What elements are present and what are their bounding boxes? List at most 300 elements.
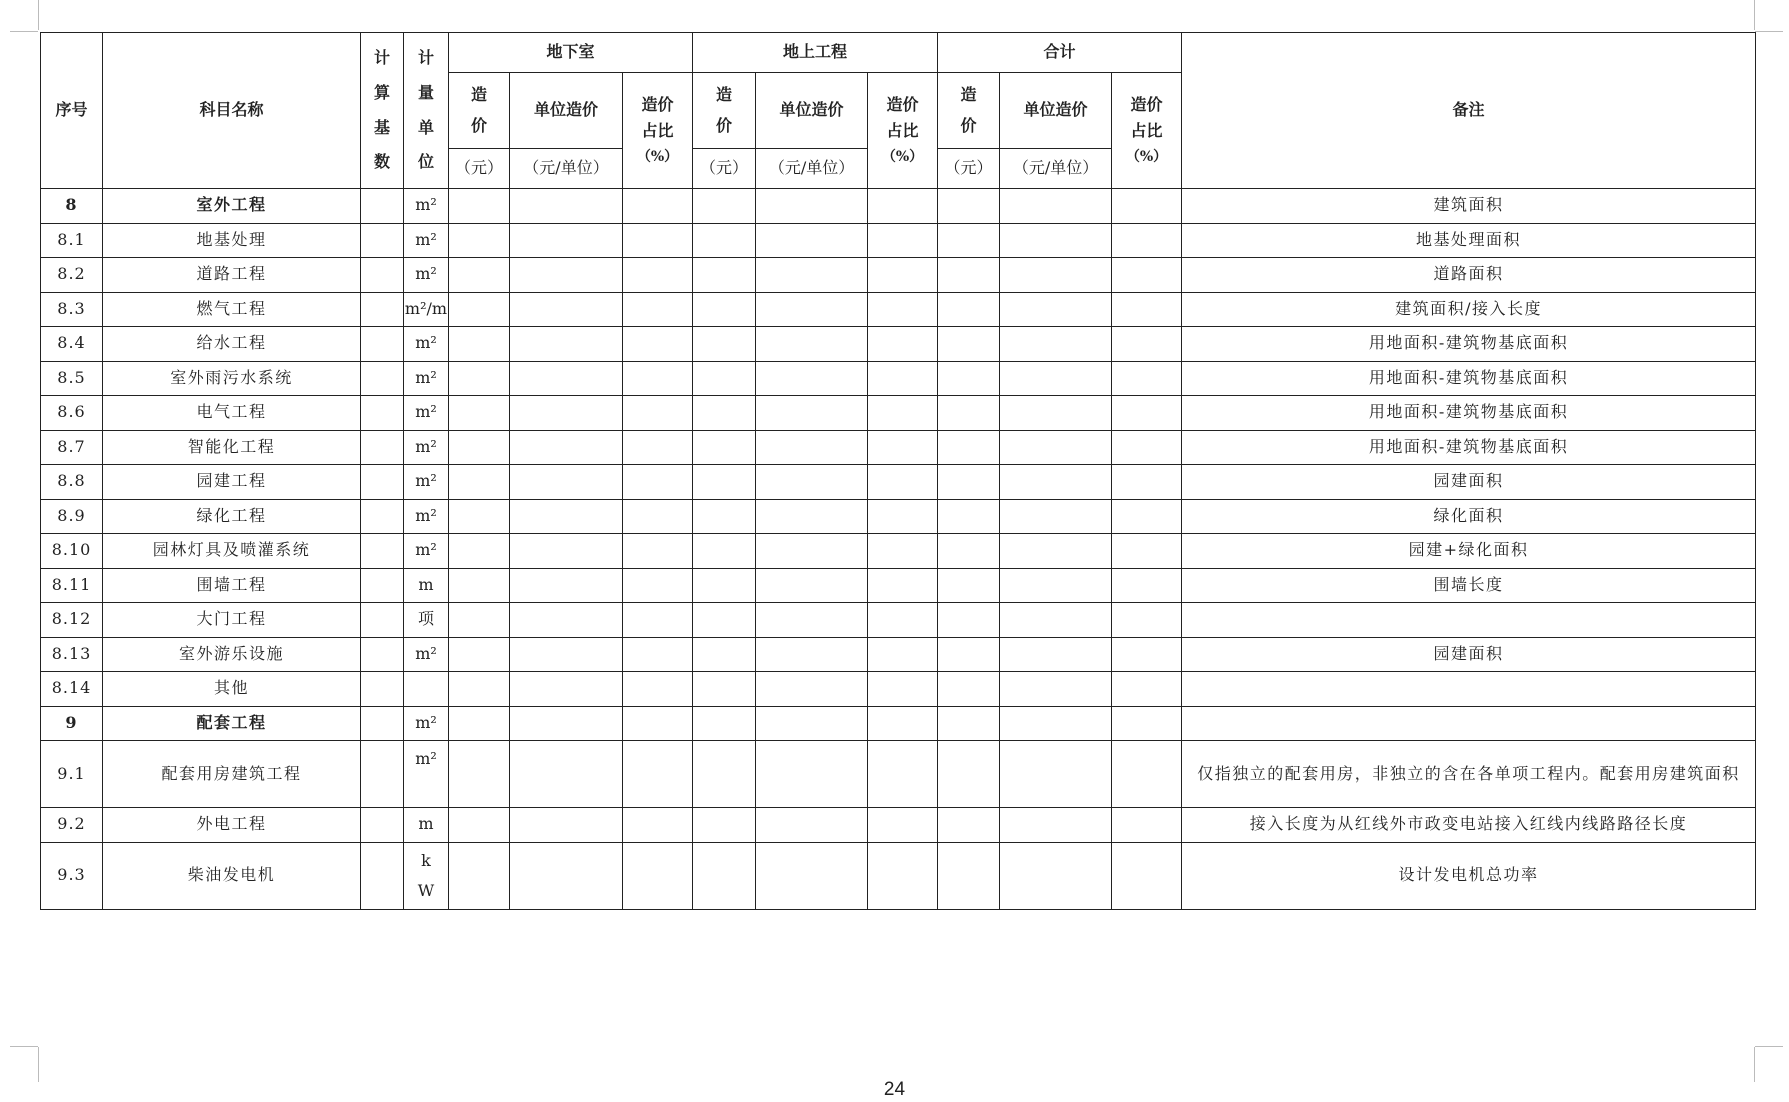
row-item-name: 其他 <box>103 672 361 707</box>
row-calc-base-cell <box>361 603 404 638</box>
row-value-cell <box>1112 499 1182 534</box>
row-calc-unit: m² <box>404 258 449 293</box>
row-item-name: 柴油发电机 <box>103 842 361 909</box>
row-seq: 8.7 <box>41 430 103 465</box>
row-item-name: 绿化工程 <box>103 499 361 534</box>
row-value-cell <box>868 534 938 569</box>
row-value-cell <box>623 568 693 603</box>
header-cost-char: 价 <box>960 115 977 135</box>
header-calc-unit <box>404 33 449 189</box>
row-value-cell <box>756 499 868 534</box>
row-value-cell <box>756 706 868 741</box>
header-item-name: 科目名称 <box>103 33 361 189</box>
table-row <box>41 534 1756 569</box>
row-calc-unit: m² <box>404 189 449 224</box>
row-seq: 9.2 <box>41 808 103 843</box>
row-value-cell <box>449 808 510 843</box>
row-value-cell <box>449 706 510 741</box>
row-value-cell <box>693 189 756 224</box>
table-row <box>41 568 1756 603</box>
row-value-cell <box>449 430 510 465</box>
row-calc-unit: m² <box>404 361 449 396</box>
row-value-cell <box>1000 534 1112 569</box>
row-value-cell <box>623 189 693 224</box>
header-cost <box>938 73 1000 149</box>
row-value-cell <box>868 189 938 224</box>
row-calc-base-cell <box>361 327 404 362</box>
row-value-cell <box>449 465 510 500</box>
row-value-cell <box>756 568 868 603</box>
header-unit-cost-unit: （元/单位） <box>1000 149 1112 189</box>
cost-table-container <box>40 32 1755 910</box>
row-value-cell <box>938 499 1000 534</box>
row-value-cell <box>693 568 756 603</box>
table-body <box>41 189 1756 910</box>
row-value-cell <box>1000 637 1112 672</box>
row-value-cell <box>449 361 510 396</box>
row-value-cell <box>756 842 868 909</box>
row-value-cell <box>693 672 756 707</box>
row-value-cell <box>1000 808 1112 843</box>
crop-mark-bottom-right-h <box>1755 1046 1783 1047</box>
row-value-cell <box>623 672 693 707</box>
header-calc-unit-char: 量 <box>417 82 434 102</box>
row-item-name: 围墙工程 <box>103 568 361 603</box>
row-item-name: 室外游乐设施 <box>103 637 361 672</box>
row-value-cell <box>938 603 1000 638</box>
crop-mark-bottom-left-v <box>38 1047 39 1082</box>
row-item-name: 给水工程 <box>103 327 361 362</box>
row-calc-base-cell <box>361 430 404 465</box>
row-calc-base-cell <box>361 534 404 569</box>
row-note: 园建面积 <box>1182 637 1756 672</box>
row-calc-unit: m² <box>404 327 449 362</box>
table-row <box>41 258 1756 293</box>
row-calc-base-cell <box>361 396 404 431</box>
row-calc-unit: m² <box>404 534 449 569</box>
table-row <box>41 361 1756 396</box>
row-value-cell <box>756 637 868 672</box>
row-calc-unit-text: k <box>421 850 431 870</box>
table-row <box>41 706 1756 741</box>
row-value-cell <box>756 258 868 293</box>
table-row <box>41 672 1756 707</box>
row-value-cell <box>756 292 868 327</box>
header-calc-unit-char: 计 <box>417 47 434 67</box>
row-value-cell <box>756 223 868 258</box>
row-value-cell <box>623 258 693 293</box>
row-item-name: 外电工程 <box>103 808 361 843</box>
row-calc-base-cell <box>361 741 404 808</box>
row-value-cell <box>623 808 693 843</box>
row-calc-base-cell <box>361 808 404 843</box>
page-number: 24 <box>883 1079 906 1100</box>
row-value-cell <box>868 396 938 431</box>
header-ratio <box>623 73 693 189</box>
row-value-cell <box>1112 568 1182 603</box>
row-value-cell <box>868 465 938 500</box>
row-value-cell <box>938 396 1000 431</box>
row-value-cell <box>1112 258 1182 293</box>
header-unit-cost: 单位造价 <box>756 73 868 149</box>
row-note: 用地面积-建筑物基底面积 <box>1182 361 1756 396</box>
row-seq: 8.1 <box>41 223 103 258</box>
row-value-cell <box>449 292 510 327</box>
row-calc-base-cell <box>361 706 404 741</box>
row-value-cell <box>868 258 938 293</box>
row-value-cell <box>868 637 938 672</box>
row-calc-base-cell <box>361 842 404 909</box>
row-note: 用地面积-建筑物基底面积 <box>1182 430 1756 465</box>
row-note: 园建+绿化面积 <box>1182 534 1756 569</box>
row-note: 围墙长度 <box>1182 568 1756 603</box>
row-value-cell <box>449 499 510 534</box>
row-value-cell <box>449 568 510 603</box>
row-value-cell <box>449 637 510 672</box>
row-value-cell <box>868 327 938 362</box>
row-calc-unit: m² <box>404 637 449 672</box>
row-value-cell <box>1000 430 1112 465</box>
row-value-cell <box>1000 223 1112 258</box>
row-value-cell <box>938 637 1000 672</box>
table-header <box>41 33 1756 189</box>
row-value-cell <box>938 292 1000 327</box>
row-value-cell <box>693 396 756 431</box>
crop-mark-bottom-left-h <box>10 1046 38 1047</box>
row-value-cell <box>938 808 1000 843</box>
row-value-cell <box>938 430 1000 465</box>
row-value-cell <box>623 223 693 258</box>
header-unit-cost: 单位造价 <box>510 73 623 149</box>
row-value-cell <box>1112 292 1182 327</box>
header-cost-char: 价 <box>470 115 487 135</box>
row-value-cell <box>1000 672 1112 707</box>
row-value-cell <box>449 672 510 707</box>
row-value-cell <box>938 465 1000 500</box>
table-row <box>41 430 1756 465</box>
row-value-cell <box>938 842 1000 909</box>
table-row <box>41 808 1756 843</box>
row-value-cell <box>1000 258 1112 293</box>
row-value-cell <box>510 396 623 431</box>
row-value-cell <box>510 430 623 465</box>
row-value-cell <box>1112 189 1182 224</box>
row-item-name: 电气工程 <box>103 396 361 431</box>
row-value-cell <box>693 361 756 396</box>
table-row <box>41 603 1756 638</box>
row-calc-base-cell <box>361 223 404 258</box>
row-value-cell <box>868 361 938 396</box>
row-seq: 8.6 <box>41 396 103 431</box>
row-value-cell <box>510 327 623 362</box>
header-calc-unit-char: 位 <box>417 152 434 172</box>
row-value-cell <box>868 568 938 603</box>
row-value-cell <box>868 808 938 843</box>
row-seq: 8.12 <box>41 603 103 638</box>
row-calc-base-cell <box>361 465 404 500</box>
row-value-cell <box>510 603 623 638</box>
row-value-cell <box>449 741 510 808</box>
header-calc-base-char: 算 <box>373 82 390 102</box>
row-value-cell <box>693 534 756 569</box>
row-seq: 8.3 <box>41 292 103 327</box>
crop-mark-top-right-v <box>1754 0 1755 30</box>
row-value-cell <box>693 327 756 362</box>
row-value-cell <box>449 534 510 569</box>
row-value-cell <box>938 258 1000 293</box>
header-ratio-text: 占比 <box>1130 121 1163 141</box>
row-value-cell <box>510 189 623 224</box>
row-value-cell <box>510 637 623 672</box>
row-value-cell <box>449 223 510 258</box>
header-calc-base <box>361 33 404 189</box>
row-value-cell <box>449 327 510 362</box>
row-value-cell <box>756 534 868 569</box>
row-item-name: 大门工程 <box>103 603 361 638</box>
row-note: 接入长度为从红线外市政变电站接入红线内线路路径长度 <box>1182 808 1756 843</box>
row-value-cell <box>1000 842 1112 909</box>
row-seq: 8.13 <box>41 637 103 672</box>
crop-mark-top-left-v <box>38 0 39 30</box>
row-calc-unit <box>404 672 449 707</box>
row-value-cell <box>449 842 510 909</box>
row-calc-unit: m² <box>404 223 449 258</box>
row-value-cell <box>449 258 510 293</box>
header-ratio-unit: （%） <box>636 149 679 166</box>
row-note <box>1182 603 1756 638</box>
row-value-cell <box>938 741 1000 808</box>
row-seq: 8.5 <box>41 361 103 396</box>
row-seq: 8.11 <box>41 568 103 603</box>
row-value-cell <box>693 430 756 465</box>
row-calc-base-cell <box>361 637 404 672</box>
row-value-cell <box>756 672 868 707</box>
table-row <box>41 465 1756 500</box>
row-value-cell <box>1112 706 1182 741</box>
row-value-cell <box>1000 741 1112 808</box>
row-value-cell <box>510 842 623 909</box>
row-value-cell <box>623 292 693 327</box>
row-note: 道路面积 <box>1182 258 1756 293</box>
row-value-cell <box>1112 842 1182 909</box>
row-calc-base-cell <box>361 568 404 603</box>
header-ratio-text: 造价 <box>886 94 919 114</box>
header-group-basement: 地下室 <box>449 33 693 73</box>
row-calc-unit: m² <box>404 396 449 431</box>
header-cost-unit: （元） <box>693 149 756 189</box>
row-value-cell <box>868 603 938 638</box>
row-value-cell <box>623 430 693 465</box>
row-calc-unit: m²/m <box>404 292 449 327</box>
row-value-cell <box>510 258 623 293</box>
row-value-cell <box>868 741 938 808</box>
row-value-cell <box>510 465 623 500</box>
row-value-cell <box>510 672 623 707</box>
row-value-cell <box>1000 499 1112 534</box>
header-unit-cost: 单位造价 <box>1000 73 1112 149</box>
row-value-cell <box>756 430 868 465</box>
row-value-cell <box>756 361 868 396</box>
row-calc-base-cell <box>361 361 404 396</box>
header-calc-base-char: 计 <box>373 47 390 67</box>
row-seq: 8.2 <box>41 258 103 293</box>
header-calc-base-char: 基 <box>373 117 390 137</box>
header-cost <box>449 73 510 149</box>
row-calc-base-cell <box>361 258 404 293</box>
row-value-cell <box>938 672 1000 707</box>
row-calc-unit: m² <box>404 499 449 534</box>
row-note <box>1182 672 1756 707</box>
row-value-cell <box>623 534 693 569</box>
row-value-cell <box>510 361 623 396</box>
row-value-cell <box>756 327 868 362</box>
table-row <box>41 396 1756 431</box>
row-calc-base-cell <box>361 292 404 327</box>
row-item-name: 道路工程 <box>103 258 361 293</box>
row-value-cell <box>868 706 938 741</box>
row-value-cell <box>938 327 1000 362</box>
row-value-cell <box>1112 430 1182 465</box>
row-value-cell <box>510 223 623 258</box>
row-value-cell <box>623 465 693 500</box>
row-value-cell <box>1112 396 1182 431</box>
row-item-name: 地基处理 <box>103 223 361 258</box>
crop-mark-top-left-h <box>10 31 38 32</box>
header-cost-char: 造 <box>470 84 487 104</box>
header-cost-char: 造 <box>716 84 733 104</box>
row-item-name: 配套用房建筑工程 <box>103 741 361 808</box>
crop-mark-bottom-right-v <box>1754 1047 1755 1082</box>
row-item-name: 室外工程 <box>103 189 361 224</box>
row-value-cell <box>868 223 938 258</box>
row-value-cell <box>693 741 756 808</box>
row-calc-unit <box>404 842 449 909</box>
row-value-cell <box>693 842 756 909</box>
row-value-cell <box>1112 534 1182 569</box>
header-cost-char: 造 <box>960 84 977 104</box>
row-seq: 8 <box>41 189 103 224</box>
row-value-cell <box>1112 672 1182 707</box>
table-row <box>41 189 1756 224</box>
row-item-name: 园林灯具及喷灌系统 <box>103 534 361 569</box>
header-ratio-unit: （%） <box>1125 149 1168 166</box>
row-note: 设计发电机总功率 <box>1182 842 1756 909</box>
row-note: 用地面积-建筑物基底面积 <box>1182 396 1756 431</box>
row-value-cell <box>623 361 693 396</box>
row-value-cell <box>756 808 868 843</box>
row-value-cell <box>510 568 623 603</box>
row-calc-unit: m <box>404 568 449 603</box>
row-value-cell <box>693 292 756 327</box>
row-note: 地基处理面积 <box>1182 223 1756 258</box>
row-value-cell <box>623 396 693 431</box>
row-note: 园建面积 <box>1182 465 1756 500</box>
table-row <box>41 499 1756 534</box>
header-ratio <box>868 73 938 189</box>
header-ratio-text: 造价 <box>1130 94 1163 114</box>
header-ratio-unit: （%） <box>881 149 924 166</box>
row-value-cell <box>1112 223 1182 258</box>
row-value-cell <box>449 189 510 224</box>
row-value-cell <box>693 808 756 843</box>
header-seq: 序号 <box>41 33 103 189</box>
row-value-cell <box>693 706 756 741</box>
row-calc-unit: m² <box>404 465 449 500</box>
cost-table <box>40 32 1756 910</box>
row-calc-unit-text: W <box>417 880 435 900</box>
header-group-above-ground: 地上工程 <box>693 33 938 73</box>
row-value-cell <box>510 499 623 534</box>
row-value-cell <box>938 223 1000 258</box>
row-value-cell <box>938 706 1000 741</box>
row-calc-unit: m <box>404 808 449 843</box>
header-ratio-text: 造价 <box>641 94 674 114</box>
row-note: 用地面积-建筑物基底面积 <box>1182 327 1756 362</box>
table-row <box>41 327 1756 362</box>
row-value-cell <box>1112 361 1182 396</box>
row-value-cell <box>449 396 510 431</box>
row-value-cell <box>623 603 693 638</box>
table-row <box>41 842 1756 909</box>
row-calc-unit: m² <box>404 430 449 465</box>
header-ratio-text: 占比 <box>886 121 919 141</box>
row-item-name: 室外雨污水系统 <box>103 361 361 396</box>
row-value-cell <box>693 603 756 638</box>
row-value-cell <box>1112 741 1182 808</box>
row-value-cell <box>623 499 693 534</box>
header-unit-cost-unit: （元/单位） <box>756 149 868 189</box>
header-cost-unit: （元） <box>449 149 510 189</box>
row-calc-unit: m² <box>404 741 449 808</box>
header-ratio-text: 占比 <box>641 121 674 141</box>
header-unit-cost-unit: （元/单位） <box>510 149 623 189</box>
row-value-cell <box>868 842 938 909</box>
row-value-cell <box>756 189 868 224</box>
row-seq: 9.1 <box>41 741 103 808</box>
row-value-cell <box>756 396 868 431</box>
row-value-cell <box>1112 637 1182 672</box>
row-value-cell <box>1112 327 1182 362</box>
row-value-cell <box>1112 808 1182 843</box>
row-value-cell <box>1000 361 1112 396</box>
row-note: 绿化面积 <box>1182 499 1756 534</box>
table-row <box>41 741 1756 808</box>
row-item-name: 智能化工程 <box>103 430 361 465</box>
row-value-cell <box>1000 327 1112 362</box>
row-note: 仅指独立的配套用房，非独立的含在各单项工程内。配套用房建筑面积 <box>1182 741 1756 808</box>
row-value-cell <box>693 465 756 500</box>
row-item-name: 园建工程 <box>103 465 361 500</box>
row-value-cell <box>623 842 693 909</box>
row-calc-base-cell <box>361 672 404 707</box>
row-value-cell <box>693 223 756 258</box>
header-ratio <box>1112 73 1182 189</box>
row-seq: 8.9 <box>41 499 103 534</box>
header-calc-unit-char: 单 <box>417 117 434 137</box>
row-calc-base-cell <box>361 189 404 224</box>
row-calc-unit: 项 <box>404 603 449 638</box>
row-value-cell <box>1000 292 1112 327</box>
row-value-cell <box>693 258 756 293</box>
header-cost-char: 价 <box>716 115 733 135</box>
row-value-cell <box>756 465 868 500</box>
row-seq: 9 <box>41 706 103 741</box>
row-value-cell <box>449 603 510 638</box>
row-calc-unit: m² <box>404 706 449 741</box>
row-value-cell <box>693 499 756 534</box>
row-value-cell <box>693 637 756 672</box>
header-calc-base-char: 数 <box>373 152 390 172</box>
